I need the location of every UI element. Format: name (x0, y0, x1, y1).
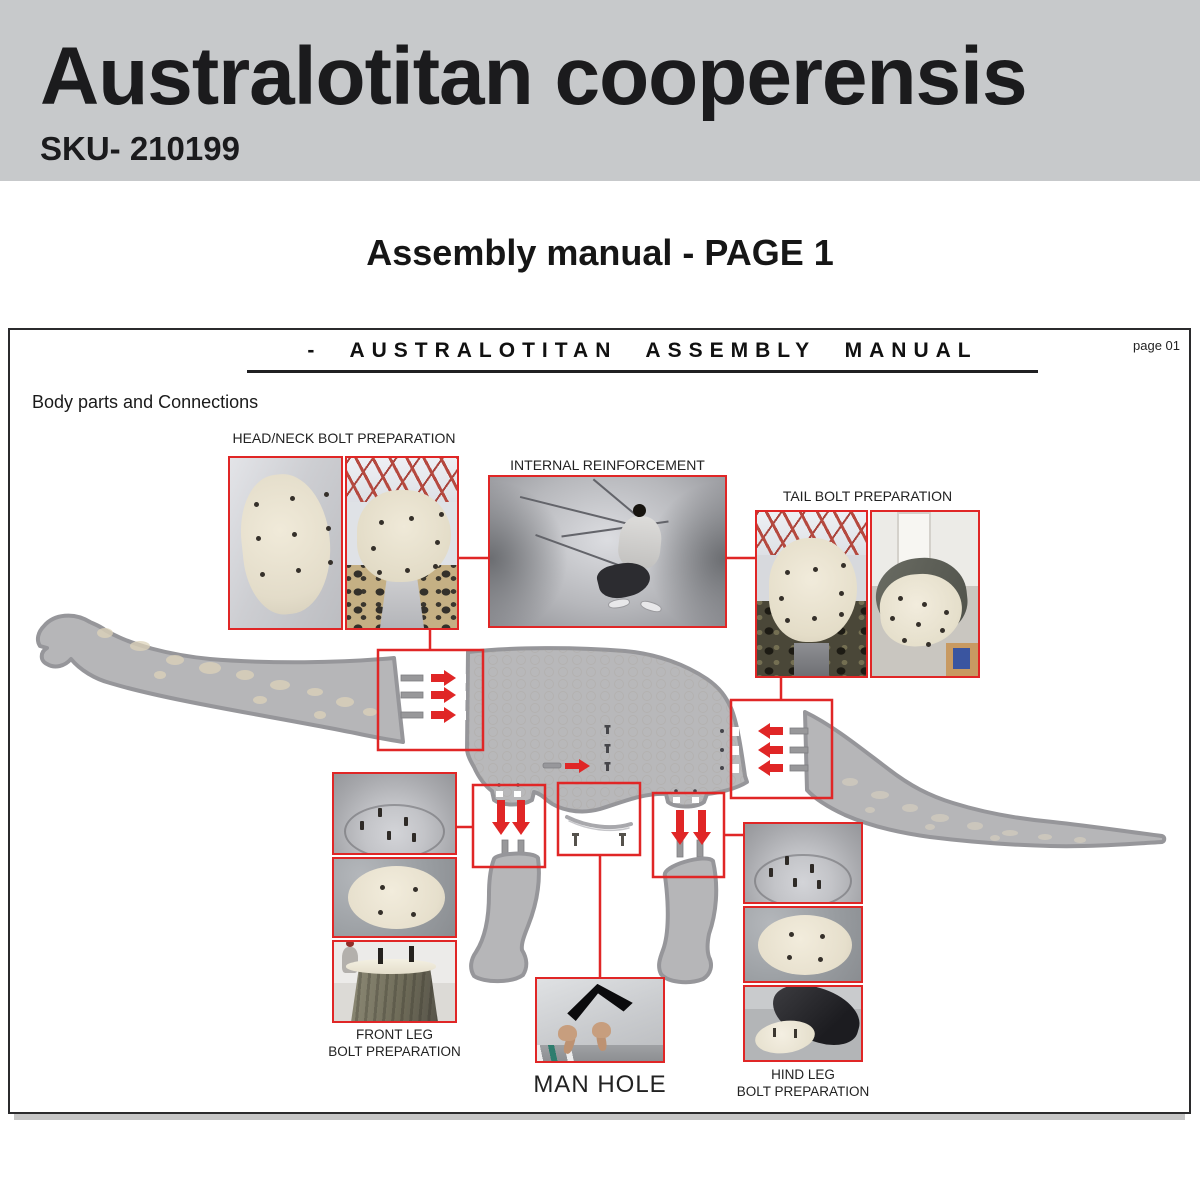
right-arrow-icon (431, 707, 456, 723)
right-arrow-icon (431, 687, 456, 703)
worker-shoe (607, 597, 630, 610)
cross-section-surface (758, 915, 852, 975)
neck-bolt-pins (401, 675, 423, 718)
manual-sheet (8, 328, 1191, 1114)
photo-front-leg-socket (332, 772, 457, 855)
sheet-title-underline (247, 370, 1038, 373)
cross-section-surface (348, 866, 445, 929)
body-front-slots (458, 674, 466, 720)
front-leg-callout-label: FRONT LEG BOLT PREPARATION (328, 1027, 461, 1059)
photo-head-cross-section (228, 456, 343, 630)
protruding-bolt (378, 948, 383, 964)
down-arrow-icon (671, 810, 689, 845)
photo-tail-cross-section (755, 510, 868, 678)
protruding-bolt (794, 1029, 797, 1038)
hind-leg-callout-label: HIND LEG BOLT PREPARATION (736, 1067, 870, 1099)
bolt-dots (379, 520, 384, 525)
bolt-holes (380, 885, 385, 890)
down-arrow-icon (693, 810, 711, 845)
photo-front-leg-standing (332, 940, 457, 1023)
bolt-marks (785, 856, 789, 865)
bolt-holes (789, 932, 794, 937)
manual-page-heading: Assembly manual - PAGE 1 (366, 232, 834, 273)
bolt-dots (254, 502, 259, 507)
page-number: page 01 (1133, 338, 1180, 353)
bolt-dots (898, 596, 903, 601)
support-pedestal (794, 643, 829, 676)
photo-tail-on-floor (870, 510, 980, 678)
photo-hind-leg-cross-section (743, 906, 863, 983)
worker-hand (558, 1025, 577, 1041)
cardboard-box (946, 643, 978, 676)
protruding-bolt (409, 946, 414, 962)
left-arrow-icon (758, 760, 783, 776)
bolt-dots (785, 570, 790, 575)
product-title: Australotitan cooperensis (40, 31, 1027, 122)
body-silhouette (458, 648, 747, 811)
section-title: Body parts and Connections (32, 392, 259, 412)
head-neck-callout-label: HEAD/NECK BOLT PREPARATION (232, 430, 456, 446)
man-hole-callout-label: MAN HOLE (533, 1071, 667, 1098)
photo-man-hole (535, 977, 665, 1063)
worker-shoe (640, 599, 664, 614)
photo-hind-leg-socket (743, 822, 863, 904)
worker-hand (592, 1022, 611, 1038)
bolt-marks (378, 808, 382, 817)
photo-neck-cross-section (345, 456, 459, 630)
worker-head (633, 504, 646, 517)
leg-top-surface (346, 959, 436, 973)
internal-reinforcement-callout-label: INTERNAL REINFORCEMENT (510, 457, 705, 473)
protruding-bolt (773, 1028, 776, 1037)
photo-hind-leg-wrapped (743, 985, 863, 1062)
photo-internal-reinforcement (488, 475, 727, 628)
tail-callout-label: TAIL BOLT PREPARATION (782, 488, 953, 504)
socket-rim (754, 854, 851, 904)
left-arrow-icon (758, 742, 783, 758)
left-arrow-icon (758, 723, 783, 739)
front-leg-silhouette (471, 840, 539, 981)
sheet-title: - AUSTRALOTITAN ASSEMBLY MANUAL (307, 339, 978, 362)
body-handle-bar (543, 763, 561, 768)
right-arrow-icon (431, 670, 456, 686)
product-banner (0, 0, 1200, 181)
neck-silhouette (38, 616, 423, 742)
man-hole-cover-part (567, 817, 631, 846)
photo-front-leg-cross-section (332, 857, 457, 938)
cross-section-surface (235, 470, 337, 618)
socket-rim (344, 804, 446, 855)
hind-leg-silhouette (659, 840, 716, 982)
product-sku: SKU- 210199 (40, 130, 240, 167)
